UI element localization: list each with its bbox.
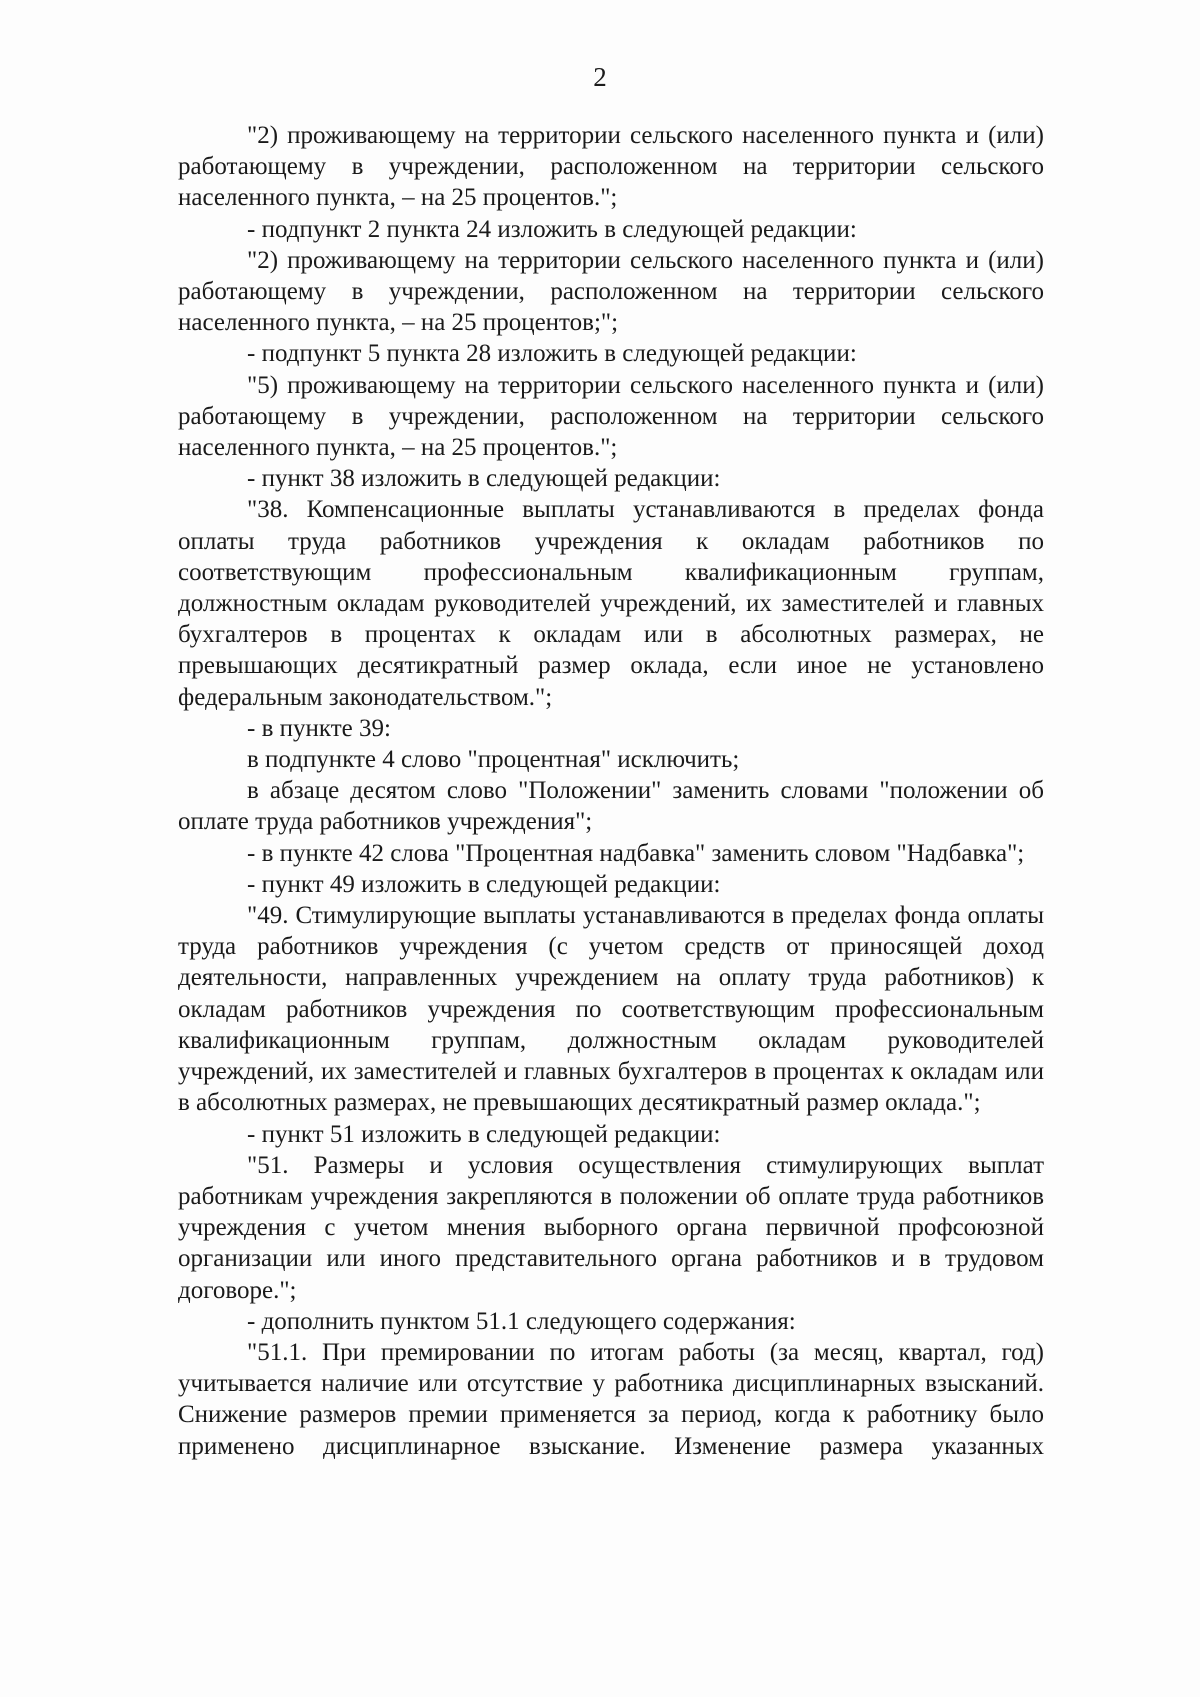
- paragraph-quote-subitem-5: "5) проживающему на территории сельского населенного пункта и (или) работающему в учреждении, расположенном на территории сельского населенного пункта, – на 25 процентов.";: [178, 371, 1044, 462]
- paragraph-quote-item-38: "38. Компенсационные выплаты устанавливаются в пределах фонда оплаты труда работников учреждения к окладам работников по соответствующим профессиональным квалификационным группам, должностным окладам руководителей учреждений, их заместителей и главных бухгалтеров в процентах к окладам или в абсолютных размерах, не превышающих десятикратный размер оклада, если иное не установлено федеральным законодательством.";: [178, 496, 1044, 711]
- page-number: 2: [593, 62, 607, 92]
- paragraph-instruction-item-39: - в пункте 39:: [247, 714, 391, 742]
- paragraph-instruction-item-42: - в пункте 42 слова "Процентная надбавка" заменить словом "Надбавка";: [247, 839, 1025, 867]
- paragraph-quote-subitem-2-second: "2) проживающему на территории сельского населенного пункта и (или) работающему в учреждении, расположенном на территории сельского населенного пункта, – на 25 процентов;";: [178, 246, 1044, 337]
- paragraph-instruction-item-51: - пункт 51 изложить в следующей редакции:: [247, 1120, 721, 1148]
- paragraph-instruction-item-24: - подпункт 2 пункта 24 изложить в следующей редакции:: [247, 215, 857, 243]
- paragraph-quote-item-51-1: "51.1. При премировании по итогам работы (за месяц, квартал, год) учитывается наличие или отсутствие у работника дисциплинарных взысканий. Снижение размеров премии применяется за период, когда к работнику было применено дисциплинарное взыскание. Изменение размера указанных: [178, 1338, 1044, 1460]
- paragraph-instruction-item-28: - подпункт 5 пункта 28 изложить в следующей редакции:: [247, 340, 857, 368]
- paragraph-instruction-item-51-1: - дополнить пунктом 51.1 следующего содержания:: [247, 1307, 796, 1335]
- paragraph-quote-item-51: "51. Размеры и условия осуществления стимулирующих выплат работникам учреждения закрепляются в положении об оплате труда работников учреждения с учетом мнения выборного органа первичной профсоюзной организации или иного представительного органа работников и в трудовом договоре.";: [178, 1151, 1044, 1304]
- paragraph-instruction-item-38: - пункт 38 изложить в следующей редакции:: [247, 465, 721, 493]
- paragraph-quote-item-49: "49. Стимулирующие выплаты устанавливаются в пределах фонда оплаты труда работников учреждения (с учетом средств от приносящей доход деятельности, направленных учреждением на оплату труда работников) к окладам работников учреждения по соответствующим профессиональным квалификационным группам, должностным окладам руководителей учреждений, их заместителей и главных бухгалтеров в процентах к окладам или в абсолютных размерах, не превышающих десятикратный размер оклада.";: [178, 902, 1044, 1117]
- paragraph-quote-subitem-2-first: "2) проживающему на территории сельского населенного пункта и (или) работающему в учреждении, расположенном на территории сельского населенного пункта, – на 25 процентов.";: [178, 122, 1044, 212]
- paragraph-subitem-4-change: в подпункте 4 слово "процентная" исключить;: [247, 746, 740, 774]
- paragraph-instruction-item-49: - пункт 49 изложить в следующей редакции:: [247, 870, 721, 898]
- document-body: [178, 120, 1044, 1462]
- paragraph-tenth-abstract-change: в абзаце десятом слово "Положении" заменить словами "положении об оплате труда работников учреждения";: [178, 777, 1044, 836]
